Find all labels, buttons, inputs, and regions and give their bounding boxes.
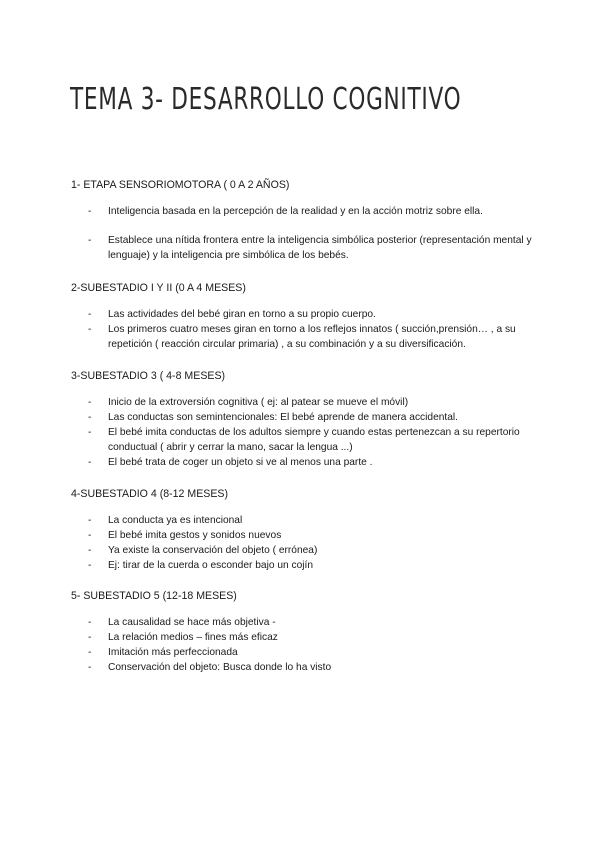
section-subestadio-4: [71, 487, 541, 573]
section-etapa-sensoriomotora: [71, 178, 541, 263]
list-item: - El bebé trata de coger un objeto si ve al menos una parte .: [71, 455, 541, 470]
list-item: - La conducta ya es intencional: [71, 513, 541, 528]
list-item: - Conservación del objeto: Busca donde lo ha visto: [71, 660, 541, 675]
section-heading: 1- ETAPA SENSORIOMOTORA ( 0 A 2 AÑOS): [71, 179, 290, 191]
section-subestadio-5: [71, 589, 541, 675]
list-item: - Las actividades del bebé giran en torno a su propio cuerpo.: [71, 307, 541, 322]
bullet-list: [71, 513, 541, 573]
list-item: - Inteligencia basada en la percepción de la realidad y en la acción motriz sobre ella.: [71, 204, 541, 219]
list-item: - Los primeros cuatro meses giran en torno a los reflejos innatos ( succión,prensión… , a su repetición ( reacción circular primaria) , a su combinación y a su diversificación.: [71, 322, 541, 352]
section-heading: 3-SUBESTADIO 3 ( 4-8 MESES): [71, 370, 226, 382]
page-title: TEMA 3- DESARROLLO COGNITIVO: [70, 82, 462, 117]
list-item: - La relación medios – fines más eficaz: [71, 630, 541, 645]
list-item: - El bebé imita conductas de los adultos siempre y cuando estas pertenezcan a su repertorio conductual ( abrir y cerrar la mano, sacar la lengua ...): [71, 425, 541, 455]
section-subestadio-3: [71, 369, 541, 470]
section-heading: 4-SUBESTADIO 4 (8-12 MESES): [71, 488, 228, 500]
bullet-list: [71, 395, 541, 470]
list-item: - Las conductas son semintencionales: El bebé aprende de manera accidental.: [71, 410, 541, 425]
bullet-list: [71, 204, 541, 263]
section-heading: 2-SUBESTADIO I Y II (0 A 4 MESES): [71, 282, 246, 294]
section-heading: 5- SUBESTADIO 5 (12-18 MESES): [71, 590, 237, 602]
list-item: - Establece una nítida frontera entre la inteligencia simbólica posterior (representación mental y lenguaje) y la inteligencia pre simbólica de los bebés.: [71, 233, 541, 263]
section-subestadio-1-2: [71, 281, 541, 352]
list-item: - Imitación más perfeccionada: [71, 645, 541, 660]
list-item: - La causalidad se hace más objetiva -: [71, 615, 541, 630]
list-item: - Inicio de la extroversión cognitiva ( ej: al patear se mueve el móvil): [71, 395, 541, 410]
bullet-list: [71, 307, 541, 352]
list-item: - El bebé imita gestos y sonidos nuevos: [71, 528, 541, 543]
list-item: - Ya existe la conservación del objeto ( errónea): [71, 543, 541, 558]
bullet-list: [71, 615, 541, 675]
list-item: - Ej: tirar de la cuerda o esconder bajo un cojín: [71, 558, 541, 573]
